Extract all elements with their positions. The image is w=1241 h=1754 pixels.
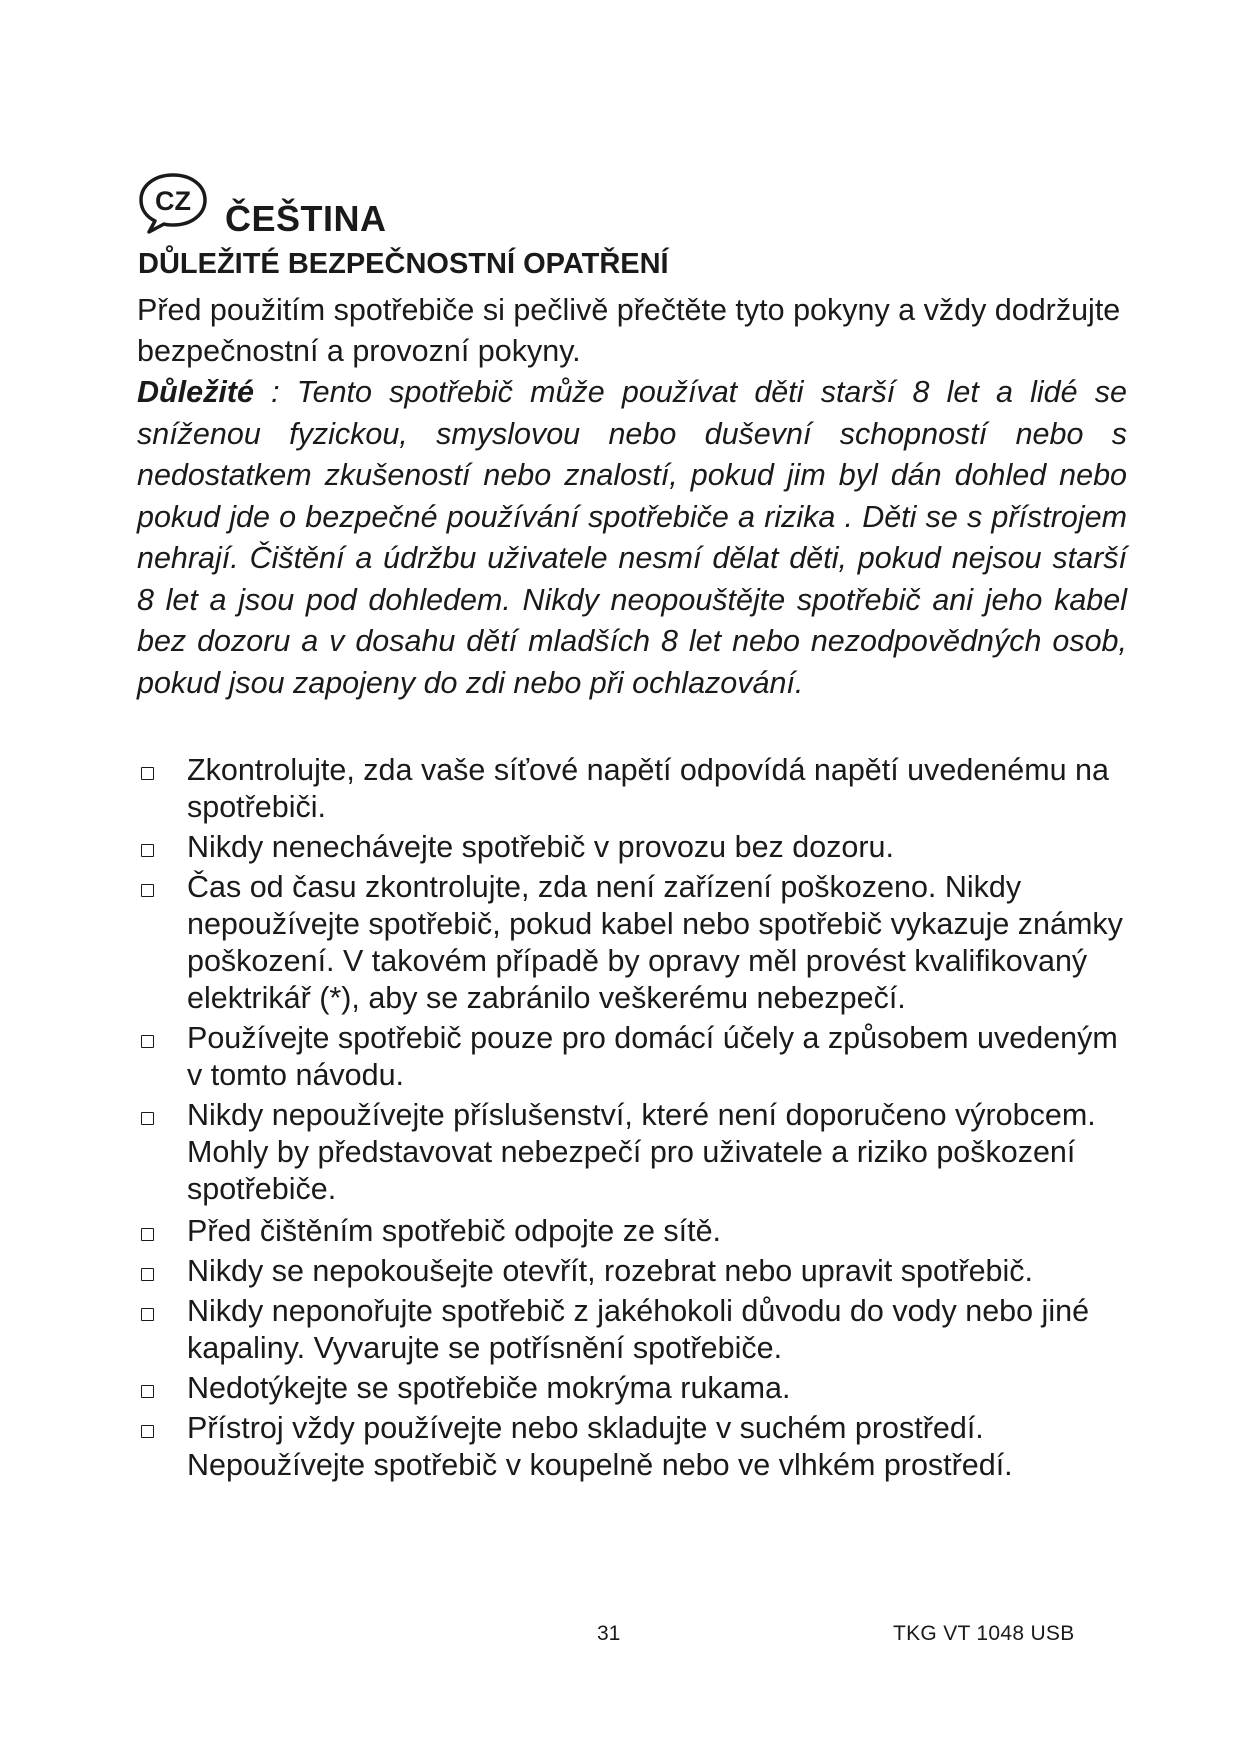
list-item: Nedotýkejte se spotřebiče mokrýma rukama.: [137, 1370, 1127, 1407]
language-header: [132, 168, 1032, 238]
section-title: DŮLEŽITÉ BEZPEČNOSTNÍ OPATŘENÍ: [138, 248, 669, 280]
language-title: ČEŠTINA: [225, 198, 387, 239]
checkbox-bullet-icon: [141, 1425, 154, 1438]
checkbox-bullet-icon: [141, 1385, 154, 1398]
checkbox-bullet-icon: [141, 767, 154, 780]
intro-paragraph: Před použitím spotřebiče si pečlivě přečtěte tyto pokyny a vždy dodržujte bezpečnostní a provozní pokyny.: [137, 293, 1121, 368]
checkbox-bullet-icon: [141, 884, 154, 897]
list-item: Nikdy neponořujte spotřebič z jakéhokoli důvodu do vody nebo jiné kapaliny. Vyvarujte se potřísnění spotřebiče.: [137, 1293, 1127, 1367]
list-item: Čas od času zkontrolujte, zda není zařízení poškozeno. Nikdy nepoužívejte spotřebič, pokud kabel nebo spotřebič vykazuje známky poškození. V takovém případě by opravy měl provést kvalifikovaný elektrikář (*), aby se zabránilo veškerému nebezpečí.: [137, 869, 1127, 1017]
safety-list: [137, 752, 1127, 1487]
list-item: Přístroj vždy používejte nebo skladujte v suchém prostředí. Nepoužívejte spotřebič v koupelně nebo ve vlhkém prostředí.: [137, 1410, 1127, 1484]
speech-bubble-icon: [136, 170, 210, 236]
list-item: Zkontrolujte, zda vaše síťové napětí odpovídá napětí uvedenému na spotřebiči.: [137, 752, 1127, 826]
badge-label: CZ: [155, 186, 191, 216]
checkbox-bullet-icon: [141, 1035, 154, 1048]
checkbox-bullet-icon: [141, 1308, 154, 1321]
list-item: Před čištěním spotřebič odpojte ze sítě.: [137, 1213, 1127, 1250]
list-item: Nikdy se nepokoušejte otevřít, rozebrat nebo upravit spotřebič.: [137, 1253, 1127, 1290]
important-notice: [137, 372, 1127, 704]
checkbox-bullet-icon: [141, 844, 154, 857]
checkbox-bullet-icon: [141, 1112, 154, 1125]
important-label: Důležité: [137, 375, 254, 409]
list-item: Nikdy nepoužívejte příslušenství, které není doporučeno výrobcem. Mohly by představovat nebezpečí pro uživatele a riziko poškození spotřebiče.: [137, 1097, 1127, 1208]
list-item: Nikdy nenechávejte spotřebič v provozu bez dozoru.: [137, 829, 1127, 866]
checkbox-bullet-icon: [141, 1268, 154, 1281]
page-number: 31: [597, 1622, 621, 1645]
important-text: : Tento spotřebič může používat děti starší 8 let a lidé se sníženou fyzickou, smyslovou nebo duševní schopností nebo s nedostatkem zkušeností nebo znalostí, pokud jim byl dán dohled nebo pokud jde o bezpečné používání spotřebiče a rizika . Děti se s přístrojem nehrají. Čištění a údržbu uživatele nesmí dělat děti, pokud nejsou starší 8 let a jsou pod dohledem. Nikdy neopouštějte spotřebič ani jeho kabel bez dozoru a v dosahu dětí mladších 8 let nebo nezodpovědných osob, pokud jsou zapojeny do zdi nebo při ochlazování.: [137, 375, 1127, 700]
model-name: TKG VT 1048 USB: [893, 1622, 1075, 1645]
checkbox-bullet-icon: [141, 1228, 154, 1241]
list-item: Používejte spotřebič pouze pro domácí účely a způsobem uvedeným v tomto návodu.: [137, 1020, 1127, 1094]
